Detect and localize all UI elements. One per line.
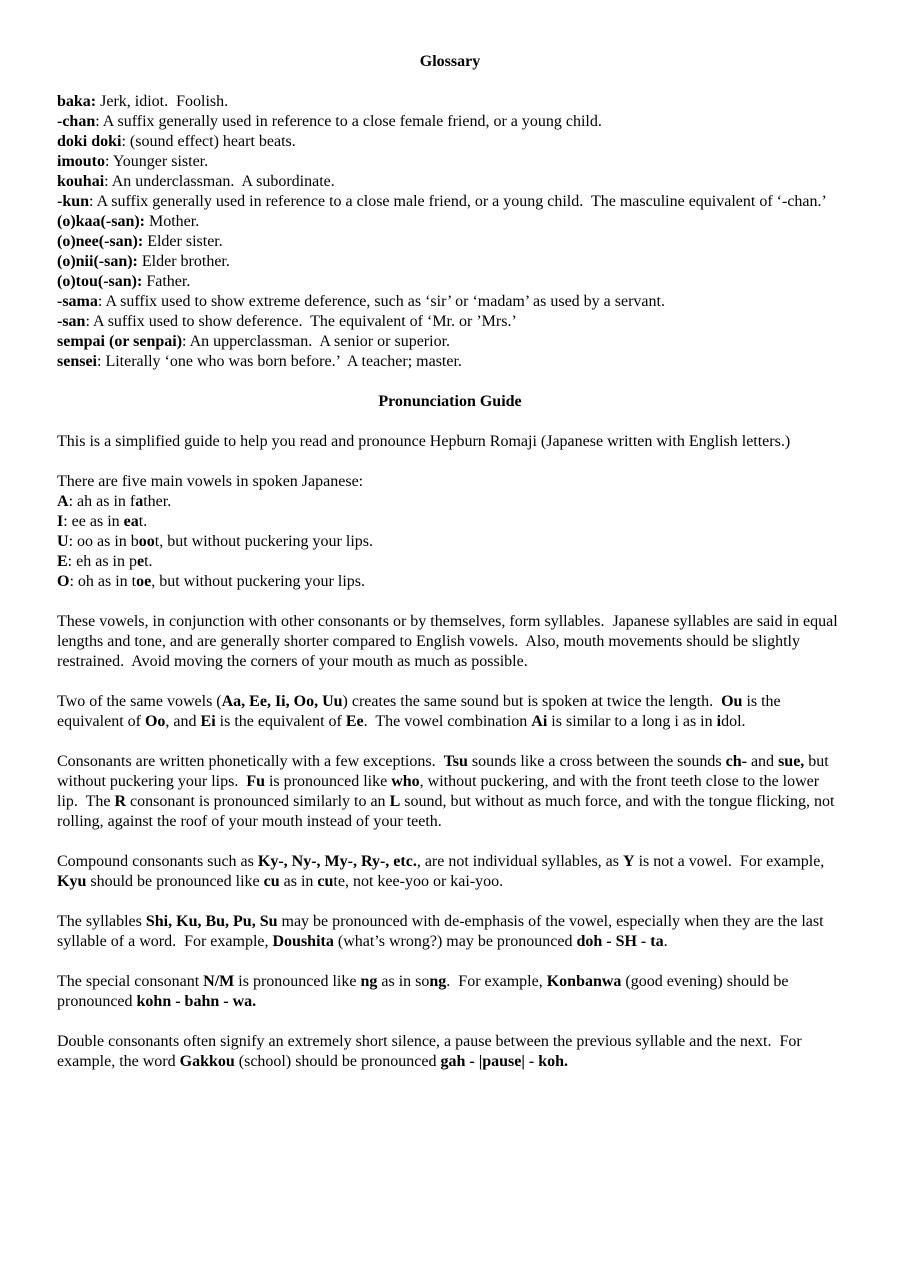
bold-text-run: sue, <box>778 753 805 770</box>
text-run: t. <box>144 553 153 570</box>
bold-text-run: E <box>57 553 68 570</box>
text-run: is similar to a long i as in <box>547 713 717 730</box>
text-line <box>57 472 843 492</box>
text-run: t. <box>138 513 148 530</box>
bold-text-run: -sama <box>57 293 98 310</box>
text-run: : A suffix generally used in reference to a close female friend, or a young child. <box>95 113 602 130</box>
bold-text-run: O <box>57 573 70 590</box>
text-line <box>57 332 843 352</box>
text-run: Father. <box>142 273 191 290</box>
bold-text-run: Kyu <box>57 873 87 890</box>
text-run: (what’s wrong?) may be pronounced <box>333 933 577 950</box>
bold-text-run: sensei <box>57 353 97 370</box>
bold-text-run: -san <box>57 313 86 330</box>
bold-text-run: doh - SH - ta <box>576 933 664 950</box>
bold-text-run: a <box>135 493 144 510</box>
text-run: as in <box>279 873 318 890</box>
bold-text-run: -chan <box>57 113 96 130</box>
text-line <box>57 532 843 552</box>
text-line <box>57 312 843 332</box>
text-run: : Younger sister. <box>105 153 209 170</box>
bold-text-run: N/M <box>203 973 235 990</box>
bold-text-run: Ou <box>721 693 743 710</box>
text-run: The syllables <box>57 913 146 930</box>
text-line <box>57 292 843 312</box>
text-run: These vowels, in conjunction with other consonants or by themselves, form syllables. Japanese syllables are said in equal lengths and tone, and are generally shorter compared to English vowels. Also, mouth movements should be slightly restrained. Avoid moving the corners of your mouth as much as possible. <box>57 613 842 670</box>
text-run: but without puckering your lips. <box>57 753 833 790</box>
bold-text-run: baka: <box>57 93 97 110</box>
text-line <box>57 252 843 272</box>
bold-text-run: R <box>114 793 127 810</box>
paragraph <box>57 852 843 892</box>
text-line <box>57 852 843 892</box>
bold-text-run: ng <box>360 973 378 990</box>
text-line <box>57 172 843 192</box>
text-run: . The vowel combination <box>363 713 532 730</box>
text-run: : Literally ‘one who was born before.’ A teacher; master. <box>97 353 462 370</box>
text-run: te, not kee-yoo or kai-yoo. <box>333 873 504 890</box>
text-line <box>57 132 843 152</box>
bold-text-run: Ky-, Ny-, My-, Ry-, etc. <box>257 853 417 870</box>
bold-text-run: -kun <box>57 193 90 210</box>
text-line <box>57 92 843 112</box>
text-run: : eh as in p <box>67 553 137 570</box>
text-run: , but without puckering your lips. <box>151 573 365 590</box>
bold-text-run: Konbanwa <box>546 973 622 990</box>
paragraph <box>57 972 843 1012</box>
text-run: : ee as in <box>63 513 124 530</box>
bold-text-run: gah - |pause| - koh. <box>440 1053 569 1070</box>
text-line <box>57 192 843 212</box>
text-run: and <box>746 753 779 770</box>
text-run: Jerk, idiot. Foolish. <box>96 93 229 110</box>
text-line <box>57 352 843 372</box>
paragraph <box>57 692 843 732</box>
bold-text-run: U <box>57 533 69 550</box>
bold-text-run: cu <box>263 873 280 890</box>
bold-text-run: Tsu <box>443 753 468 770</box>
bold-text-run: oo <box>138 533 155 550</box>
text-run: . <box>663 933 668 950</box>
bold-text-run: L <box>389 793 401 810</box>
paragraph <box>57 1032 843 1072</box>
text-line <box>57 512 843 532</box>
text-line <box>57 1032 843 1072</box>
bold-text-run: sempai (or senpai) <box>57 333 183 350</box>
text-line <box>57 272 843 292</box>
text-run: This is a simplified guide to help you read and pronounce Hepburn Romaji (Japanese written with English letters.) <box>57 433 791 450</box>
text-line <box>57 972 843 1012</box>
bold-text-run: doki doki <box>57 133 122 150</box>
text-run: is pronounced like <box>234 973 361 990</box>
text-run: is not a vowel. For example, <box>634 853 829 870</box>
text-run: (good evening) should be pronounced <box>57 973 793 1010</box>
bold-text-run: Y <box>623 853 635 870</box>
text-run: is pronounced like <box>264 773 392 790</box>
text-line <box>57 692 843 732</box>
text-run: Double consonants often signify an extremely short silence, a pause between the previous syllable and the next. For example, the word <box>57 1033 806 1070</box>
bold-text-run: (o)tou(-san): <box>57 273 143 290</box>
document-content <box>57 52 843 1072</box>
text-run: : oh as in t <box>69 573 137 590</box>
bold-text-run: (o)kaa(-san): <box>57 213 145 230</box>
bold-text-run: I <box>57 513 64 530</box>
text-run: : An underclassman. A subordinate. <box>104 173 335 190</box>
text-run: Compound consonants such as <box>57 853 258 870</box>
bold-text-run: Gakkou <box>179 1053 235 1070</box>
text-run: sound, but without as much force, and with the tongue flicking, not rolling, against the roof of your mouth instead of your teeth. <box>57 793 839 830</box>
text-line <box>57 752 843 832</box>
text-run: : A suffix used to show extreme deference, such as ‘sir’ or ‘madam’ as used by a servant. <box>97 293 665 310</box>
text-run: The special consonant <box>57 973 204 990</box>
bold-text-run: (o)nee(-san): <box>57 233 144 250</box>
bold-text-run: Shi, Ku, Bu, Pu, Su <box>145 913 278 930</box>
text-run: : (sound effect) heart beats. <box>121 133 296 150</box>
bold-text-run: kouhai <box>57 173 105 190</box>
text-run: Mother. <box>145 213 200 230</box>
section-title-pronunciation-guide: Pronunciation Guide <box>378 393 522 410</box>
section-title-glossary: Glossary <box>419 53 481 70</box>
text-run: Consonants are written phonetically with a few exceptions. <box>57 753 444 770</box>
text-run: , are not individual syllables, as <box>416 853 623 870</box>
text-run: : An upperclassman. A senior or superior. <box>182 333 451 350</box>
bold-text-run: (o)nii(-san): <box>57 253 138 270</box>
bold-text-run: oe <box>136 573 152 590</box>
text-run: ther. <box>143 493 172 510</box>
text-line <box>57 552 843 572</box>
bold-text-run: Ee <box>345 713 364 730</box>
text-line <box>57 212 843 232</box>
text-run: Two of the same vowels ( <box>57 693 222 710</box>
text-line <box>57 492 843 512</box>
text-run: ) creates the same sound but is spoken at twice the length. <box>342 693 722 710</box>
text-run: . For example, <box>446 973 547 990</box>
text-run: : A suffix used to show deference. The equivalent of ‘Mr. or ’Mrs.’ <box>85 313 517 330</box>
paragraph <box>57 92 843 372</box>
text-line <box>57 432 843 452</box>
text-run: sounds like a cross between the sounds <box>467 753 726 770</box>
bold-text-run: i <box>716 713 722 730</box>
bold-text-run: ea <box>123 513 139 530</box>
text-run: consonant is pronounced similarly to an <box>126 793 390 810</box>
text-run: should be pronounced like <box>86 873 264 890</box>
text-run: as in so <box>377 973 430 990</box>
text-line <box>57 612 843 672</box>
bold-text-run: Oo <box>144 713 166 730</box>
text-run: : A suffix generally used in reference to a close male friend, or a young child. The masculine equivalent of ‘-chan.’ <box>89 193 827 210</box>
text-run: t, but without puckering your lips. <box>154 533 373 550</box>
bold-text-run: Fu <box>246 773 265 790</box>
paragraph <box>57 432 843 452</box>
text-line <box>57 152 843 172</box>
bold-text-run: kohn - bahn - wa. <box>136 993 257 1010</box>
text-line <box>57 232 843 252</box>
bold-text-run: Aa, Ee, Ii, Oo, Uu <box>221 693 343 710</box>
text-run: Elder sister. <box>143 233 223 250</box>
paragraph <box>57 612 843 672</box>
bold-text-run: ch- <box>725 753 747 770</box>
bold-text-run: ng <box>429 973 447 990</box>
bold-text-run: Ei <box>200 713 216 730</box>
text-line <box>57 572 843 592</box>
paragraph <box>57 472 843 592</box>
text-run: There are five main vowels in spoken Japanese: <box>57 473 364 490</box>
text-run: , without puckering, and with the front teeth close to the lower lip. The <box>57 773 824 810</box>
bold-text-run: A <box>57 493 69 510</box>
paragraph <box>57 912 843 952</box>
bold-text-run: Doushita <box>272 933 334 950</box>
text-run: is the equivalent of <box>215 713 346 730</box>
text-run: : oo as in b <box>68 533 139 550</box>
text-run: is the equivalent of <box>57 693 785 730</box>
bold-text-run: e <box>137 553 145 570</box>
text-run: : ah as in f <box>68 493 136 510</box>
text-run: (school) should be pronounced <box>234 1053 441 1070</box>
paragraph <box>57 752 843 832</box>
bold-text-run: imouto <box>57 153 105 170</box>
text-run: Elder brother. <box>137 253 230 270</box>
text-run: , and <box>165 713 201 730</box>
text-run: dol. <box>721 713 746 730</box>
text-line <box>57 112 843 132</box>
bold-text-run: who <box>391 773 420 790</box>
bold-text-run: Ai <box>531 713 548 730</box>
text-line <box>57 912 843 952</box>
text-run: may be pronounced with de-emphasis of the vowel, especially when they are the last syllable of a word. For example, <box>57 913 828 950</box>
bold-text-run: cu <box>317 873 334 890</box>
